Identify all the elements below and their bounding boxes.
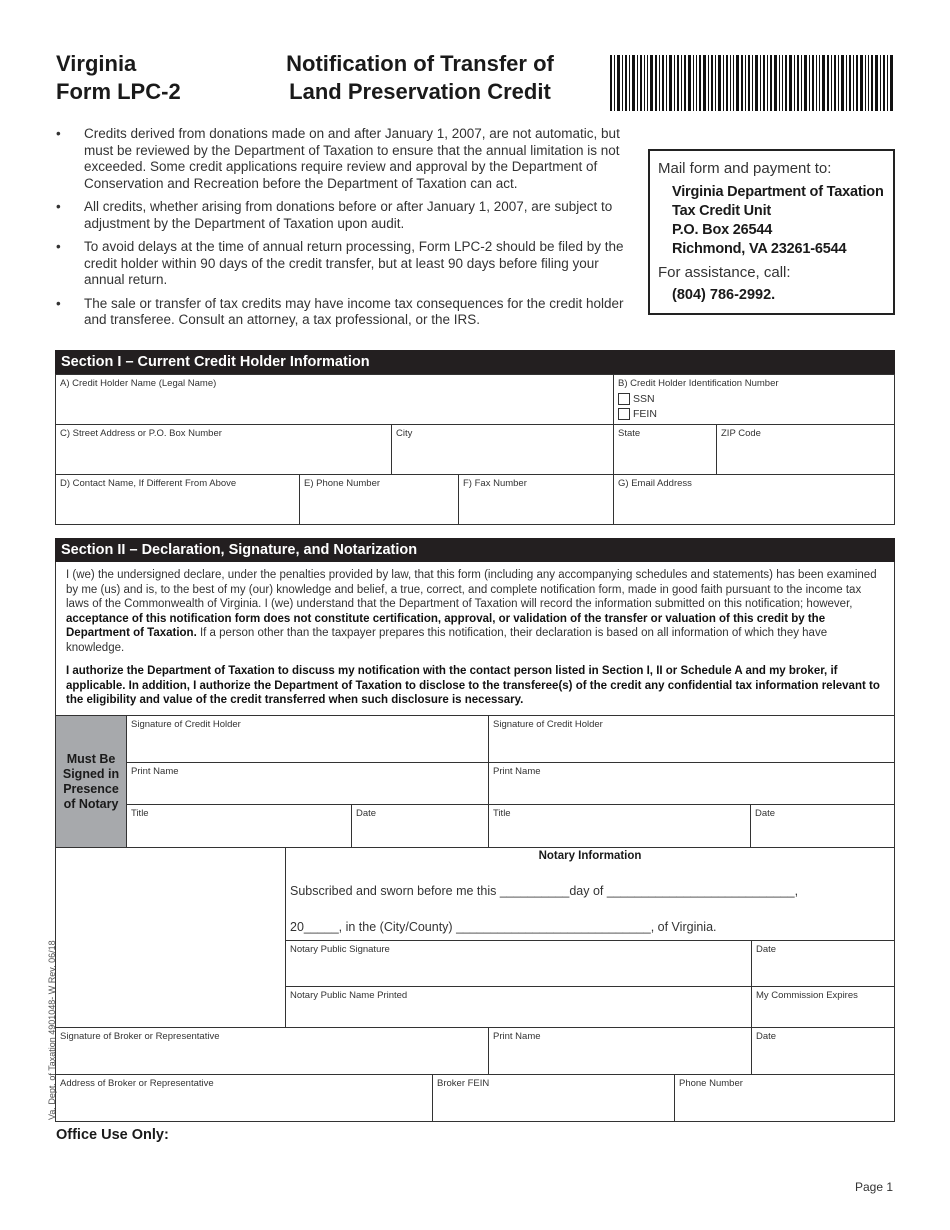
- notary-information: [286, 848, 895, 941]
- notary-seal-area: [56, 848, 286, 1028]
- section-1-grid: [55, 374, 895, 525]
- title-field-2[interactable]: Title: [489, 805, 751, 848]
- notary-information-title: Notary Information: [538, 850, 642, 862]
- barcode-image: [610, 55, 894, 111]
- credit-holder-signature-1[interactable]: Signature of Credit Holder: [127, 716, 489, 763]
- date-field-2[interactable]: Date: [751, 805, 895, 848]
- ssn-option[interactable]: SSN: [614, 392, 894, 407]
- fax-number-field[interactable]: F) Fax Number: [459, 475, 614, 525]
- form-title: Notification of Transfer of Land Preservation Credit: [286, 51, 554, 104]
- city-field[interactable]: City: [392, 425, 614, 475]
- notary-name-printed-field[interactable]: Notary Public Name Printed: [286, 987, 752, 1028]
- state-name: Virginia: [56, 51, 137, 76]
- office-use-label: Office Use Only:: [56, 1127, 169, 1143]
- sworn-date-line[interactable]: Subscribed and sworn before me this __________day of ___________________________,: [290, 884, 799, 898]
- form-id: Form LPC-2: [56, 79, 181, 104]
- ssn-checkbox[interactable]: [618, 393, 630, 405]
- assistance-phone: (804) 786-2992.: [672, 287, 776, 303]
- email-address-field[interactable]: G) Email Address: [614, 475, 895, 525]
- instruction-item: • To avoid delays at the time of annual return processing, Form LPC-2 should be filed by the credit holder within 90 days of the credit transfer, but at least 90 days before filing your annual return.: [56, 239, 628, 289]
- instruction-list: [56, 126, 628, 336]
- credit-holder-name-field[interactable]: A) Credit Holder Name (Legal Name): [56, 375, 614, 425]
- title-field-1[interactable]: Title: [127, 805, 352, 848]
- must-be-signed-notice: Must Be Signed in Presence of Notary: [56, 716, 127, 848]
- broker-signature-field[interactable]: Signature of Broker or Representative: [56, 1028, 489, 1075]
- signature-grid: [55, 715, 895, 848]
- section-2-header: Section II – Declaration, Signature, and Notarization: [55, 538, 895, 562]
- form-state-title: [56, 50, 181, 106]
- commission-expires-field[interactable]: My Commission Expires: [752, 987, 895, 1028]
- mailing-address-box: [648, 149, 895, 315]
- broker-print-name-field[interactable]: Print Name: [489, 1028, 752, 1075]
- declaration-text: I (we) the undersigned declare, under the penalties provided by law, that this form (including any accompanying schedules and statements) has been examined by me (us) and is, to the best of my (our) knowledge and belief, a true, correct, and complete notification form, made in good faith pursuant to the income tax laws of the Commonwealth of Virginia. I (we) understand that the Department of Taxation will record the information submitted on this notification; however, acceptance of this notification form does not constitute certification, approval, or validation of the transfer or valuation of this credit by the Department of Taxation. If a person other than the taxpayer prepares this notification, their declaration is based on all information of which they have knowledge.: [66, 569, 877, 654]
- broker-phone-field[interactable]: Phone Number: [675, 1075, 895, 1122]
- authorization-text: I authorize the Department of Taxation to discuss my notification with the contact person listed in Section I, II or Schedule A and my broker, if applicable. In addition, I authorize the Department of Taxation to disclose to the transferee(s) of the credit any confidential tax information relevant to the eligibility and value of the credit transferred when such disclosure is necessary.: [66, 665, 880, 707]
- city-county-line[interactable]: 20_____, in the (City/County) ____________________________, of Virginia.: [290, 920, 717, 934]
- broker-date-field[interactable]: Date: [752, 1028, 895, 1075]
- state-field[interactable]: State: [614, 425, 717, 475]
- form-revision-code: Va. Dept. of Taxation 4901048- W Rev. 06/18: [47, 940, 57, 1120]
- street-address-field[interactable]: C) Street Address or P.O. Box Number: [56, 425, 392, 475]
- broker-fein-field[interactable]: Broker FEIN: [433, 1075, 675, 1122]
- zip-code-field[interactable]: ZIP Code: [717, 425, 895, 475]
- broker-address-field[interactable]: Address of Broker or Representative: [56, 1075, 433, 1122]
- instruction-item: • All credits, whether arising from donations before or after January 1, 2007, are subject to adjustment by the Department of Taxation upon audit.: [56, 199, 628, 232]
- notary-signature-field[interactable]: Notary Public Signature: [286, 941, 752, 987]
- fein-checkbox[interactable]: [618, 408, 630, 420]
- date-field-1[interactable]: Date: [352, 805, 489, 848]
- assistance-label: For assistance, call:: [658, 264, 791, 281]
- instruction-item: • Credits derived from donations made on and after January 1, 2007, are not automatic, but must be reviewed by the Department of Taxation to ensure that the annual limitation is not exceeded. Some credit applications require review and approval by the Department of Conservation and Recreation before the Department of Taxation can act.: [56, 126, 628, 192]
- credit-holder-id-field[interactable]: B) Credit Holder Identification Number SSN FEIN: [614, 375, 895, 425]
- mailing-address: Virginia Department of Taxation Tax Credit Unit P.O. Box 26544 Richmond, VA 23261-6544: [672, 184, 884, 257]
- contact-name-field[interactable]: D) Contact Name, If Different From Above: [56, 475, 300, 525]
- notary-date-field[interactable]: Date: [752, 941, 895, 987]
- phone-number-field[interactable]: E) Phone Number: [300, 475, 459, 525]
- print-name-field-2[interactable]: Print Name: [489, 763, 895, 805]
- print-name-field-1[interactable]: Print Name: [127, 763, 489, 805]
- mail-label: Mail form and payment to:: [658, 160, 832, 177]
- notary-broker-grid: [55, 847, 895, 1122]
- section-1-header: Section I – Current Credit Holder Information: [55, 350, 895, 374]
- page-number: Page 1: [855, 1180, 894, 1194]
- instruction-item: • The sale or transfer of tax credits may have income tax consequences for the credit holder and transferee. Consult an attorney, a tax professional, or the IRS.: [56, 296, 628, 329]
- fein-option[interactable]: FEIN: [614, 407, 894, 422]
- credit-holder-signature-2[interactable]: Signature of Credit Holder: [489, 716, 895, 763]
